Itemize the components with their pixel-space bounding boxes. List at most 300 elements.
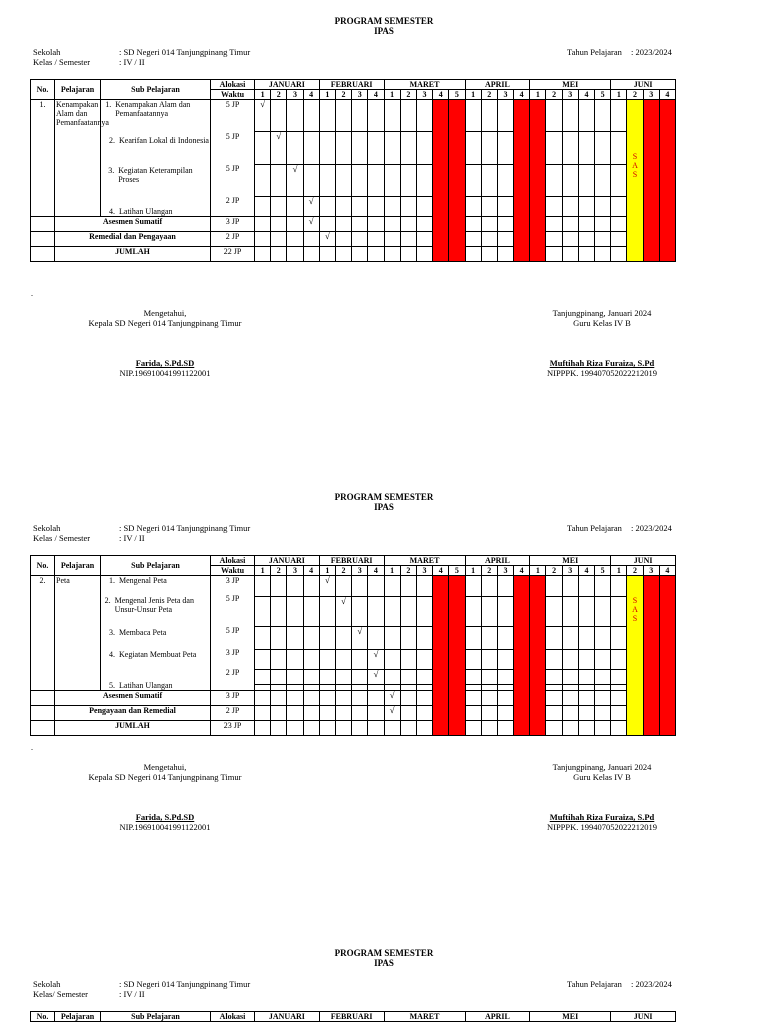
- week-number: 2: [546, 566, 562, 576]
- schedule-cell: [562, 596, 578, 627]
- doc-subject: IPAS: [374, 958, 394, 968]
- holiday-cell: [643, 576, 659, 736]
- schedule-cell: [595, 691, 611, 706]
- holiday-cell: [433, 100, 449, 262]
- schedule-cell: [287, 627, 303, 650]
- remedial-row: [31, 706, 676, 721]
- schedule-cell: [416, 721, 432, 736]
- doc-title: PROGRAM SEMESTER: [334, 492, 434, 502]
- schedule-cell: [368, 132, 384, 164]
- schedule-cell: [465, 217, 481, 232]
- schedule-cell: [303, 217, 319, 232]
- schedule-cell: [465, 164, 481, 196]
- sig-left-line2: Kepala SD Negeri 014 Tanjungpinang Timur: [88, 318, 242, 328]
- week-number: 4: [433, 90, 449, 100]
- schedule-cell: [400, 627, 416, 650]
- schedule-cell: [271, 576, 287, 597]
- month-header: JUNI: [611, 556, 676, 566]
- schedule-cell: [562, 164, 578, 196]
- schedule-cell: [611, 706, 627, 721]
- schedule-cell: [287, 596, 303, 627]
- row-pelajaran: Kenampakan Alam dan Pemanfaatannya: [55, 100, 101, 217]
- schedule-cell: [335, 670, 351, 684]
- week-number: 3: [416, 90, 432, 100]
- school-value: : SD Negeri 014 Tanjungpinang Timur: [119, 47, 251, 57]
- week-number: 2: [546, 90, 562, 100]
- col-pelajaran: Pelajaran: [55, 80, 101, 100]
- sig-right-nip: NIPPPK. 199407052022212019: [546, 368, 658, 378]
- schedule-cell: [400, 132, 416, 164]
- schedule-cell: [368, 649, 384, 670]
- schedule-cell: [303, 596, 319, 627]
- sas-letter: S: [632, 152, 638, 161]
- week-number: 2: [627, 566, 643, 576]
- col-alokasi: Alokasi: [211, 1012, 255, 1022]
- schedule-cell: [384, 649, 400, 670]
- sub-num: 1.: [105, 100, 112, 109]
- schedule-cell: [384, 627, 400, 650]
- year-info: [567, 47, 672, 57]
- check-mark: √: [341, 595, 346, 606]
- col-pelajaran: Pelajaran: [55, 556, 101, 576]
- schedule-cell: [578, 627, 594, 650]
- schedule-cell: [271, 196, 287, 216]
- sig-right-name: Muftihah Riza Furaiza, S.Pd: [549, 358, 655, 368]
- sas-letter: S: [632, 596, 638, 605]
- sub-num: 2.: [104, 596, 111, 605]
- period-mark: .: [31, 289, 33, 298]
- col-pelajaran: Pelajaran: [55, 1012, 101, 1022]
- schedule-cell: [546, 670, 562, 684]
- schedule-cell: [578, 100, 594, 132]
- sub-list: [101, 100, 211, 217]
- school-value: : SD Negeri 014 Tanjungpinang Timur: [119, 523, 251, 533]
- schedule-cell: [287, 247, 303, 262]
- week-number: 4: [303, 90, 319, 100]
- month-header: FEBRUARI: [319, 80, 384, 90]
- schedule-cell: [335, 627, 351, 650]
- schedule-cell: [335, 100, 351, 132]
- schedule-cell: [416, 576, 432, 597]
- schedule-cell: [465, 649, 481, 670]
- schedule-cell: [611, 164, 627, 196]
- schedule-cell: [303, 627, 319, 650]
- check-mark: √: [260, 99, 266, 109]
- schedule-cell: [352, 217, 368, 232]
- col-sub: Sub Pelajaran: [101, 80, 211, 100]
- schedule-cell: [255, 196, 271, 216]
- blank-cell: [31, 721, 55, 736]
- jumlah-label: JUMLAH: [55, 721, 211, 736]
- schedule-cell: [546, 100, 562, 132]
- week-number: 3: [643, 566, 659, 576]
- schedule-cell: [319, 627, 335, 650]
- doc-title: PROGRAM SEMESTER: [334, 16, 434, 26]
- sig-left-name: Farida, S.Pd.SD: [135, 358, 195, 368]
- month-header: JUNI: [611, 80, 676, 90]
- check-mark: √: [308, 195, 314, 206]
- holiday-cell: [433, 576, 449, 736]
- schedule-cell: [303, 232, 319, 247]
- schedule-cell: [287, 196, 303, 216]
- schedule-cell: [611, 247, 627, 262]
- sas-letter: A: [632, 161, 638, 170]
- schedule-table-1: [30, 79, 676, 262]
- schedule-cell: [335, 691, 351, 706]
- week-number: 5: [595, 566, 611, 576]
- schedule-cell: [465, 576, 481, 597]
- schedule-cell: [335, 247, 351, 262]
- check-mark: √: [373, 648, 379, 659]
- check-mark: √: [308, 216, 314, 226]
- table-row: [31, 576, 676, 597]
- schedule-cell: [611, 196, 627, 216]
- check-mark: √: [373, 669, 379, 680]
- schedule-cell: [595, 132, 611, 164]
- week-number: 1: [255, 566, 271, 576]
- month-header: JUNI: [611, 1012, 676, 1022]
- schedule-cell: [497, 247, 513, 262]
- schedule-cell: [546, 217, 562, 232]
- schedule-cell: [352, 132, 368, 164]
- jumlah-row: [31, 247, 676, 262]
- year-info: [567, 979, 672, 989]
- week-number: 3: [287, 90, 303, 100]
- col-alokasi: Alokasi: [211, 556, 255, 566]
- schedule-cell: [287, 721, 303, 736]
- row-no: 1.: [31, 100, 55, 217]
- asesmen-jp: 3 JP: [211, 691, 255, 706]
- schedule-cell: [465, 196, 481, 216]
- sub-text: Kegiatan Keterampilan Proses: [118, 166, 193, 184]
- schedule-cell: [562, 196, 578, 216]
- week-number: 2: [271, 566, 287, 576]
- week-number: 3: [497, 90, 513, 100]
- schedule-cell: [416, 100, 432, 132]
- schedule-cell: [287, 670, 303, 684]
- period-mark: .: [31, 743, 33, 752]
- week-number: 2: [400, 566, 416, 576]
- schedule-cell: [595, 596, 611, 627]
- col-alokasi: Alokasi: [211, 80, 255, 90]
- schedule-cell: [352, 649, 368, 670]
- schedule-cell: [400, 232, 416, 247]
- schedule-cell: [368, 247, 384, 262]
- schedule-cell: [578, 721, 594, 736]
- signature-right: [520, 308, 684, 378]
- schedule-cell: [562, 232, 578, 247]
- holiday-cell: [449, 100, 465, 262]
- schedule-cell: [352, 196, 368, 216]
- schedule-cell: [271, 649, 287, 670]
- schedule-cell: [497, 721, 513, 736]
- schedule-cell: [271, 596, 287, 627]
- week-number: 4: [659, 90, 675, 100]
- schedule-cell: [319, 164, 335, 196]
- schedule-cell: [611, 596, 627, 627]
- month-header: FEBRUARI: [319, 556, 384, 566]
- schedule-cell: [465, 627, 481, 650]
- schedule-cell: [384, 132, 400, 164]
- sub-num: 3.: [109, 628, 115, 637]
- schedule-cell: [481, 132, 497, 164]
- schedule-cell: [384, 706, 400, 721]
- sas-letter: S: [632, 170, 638, 179]
- jumlah-jp: 22 JP: [211, 247, 255, 262]
- week-number: 4: [659, 566, 675, 576]
- schedule-cell: [368, 596, 384, 627]
- schedule-cell: [271, 670, 287, 684]
- schedule-cell: [368, 164, 384, 196]
- schedule-cell: [611, 232, 627, 247]
- holiday-cell: [514, 576, 530, 736]
- sub-num: 4.: [109, 207, 115, 216]
- schedule-cell: [384, 164, 400, 196]
- schedule-cell: [368, 670, 384, 684]
- schedule-cell: [546, 132, 562, 164]
- schedule-cell: [595, 627, 611, 650]
- check-mark: √: [324, 231, 330, 241]
- schedule-cell: [562, 576, 578, 597]
- month-header: MARET: [384, 80, 465, 90]
- schedule-cell: [400, 196, 416, 216]
- schedule-cell: [335, 596, 351, 627]
- jumlah-label: JUMLAH: [55, 247, 211, 262]
- schedule-cell: [481, 627, 497, 650]
- schedule-cell: [595, 196, 611, 216]
- schedule-cell: [611, 691, 627, 706]
- month-header: APRIL: [465, 80, 530, 90]
- schedule-cell: [319, 247, 335, 262]
- year-label: Tahun Pelajaran: [567, 523, 622, 533]
- schedule-cell: [271, 217, 287, 232]
- schedule-cell: [352, 627, 368, 650]
- week-number: 1: [384, 566, 400, 576]
- month-header: MEI: [530, 80, 611, 90]
- schedule-cell: [400, 247, 416, 262]
- schedule-cell: [368, 100, 384, 132]
- holiday-cell: [643, 100, 659, 262]
- month-header: MARET: [384, 556, 465, 566]
- sig-left-line1: Mengetahui,: [143, 308, 187, 318]
- sig-left-line1: Mengetahui,: [143, 762, 187, 772]
- schedule-cell: [287, 100, 303, 132]
- schedule-cell: [497, 196, 513, 216]
- schedule-cell: [303, 649, 319, 670]
- week-number: 1: [255, 90, 271, 100]
- schedule-cell: [255, 100, 271, 132]
- schedule-cell: [416, 627, 432, 650]
- week-number: 1: [319, 566, 335, 576]
- week-number: 3: [352, 90, 368, 100]
- schedule-cell: [303, 164, 319, 196]
- jp-value: 2 JP: [225, 668, 240, 677]
- blank-cell: [31, 217, 55, 232]
- schedule-cell: [481, 596, 497, 627]
- schedule-cell: [481, 691, 497, 706]
- schedule-cell: [271, 721, 287, 736]
- schedule-cell: [481, 576, 497, 597]
- schedule-cell: [319, 217, 335, 232]
- class-label: Kelas/ Semester: [33, 989, 88, 999]
- schedule-cell: [352, 576, 368, 597]
- holiday-cell: [530, 576, 546, 736]
- schedule-cell: [546, 576, 562, 597]
- schedule-cell: [497, 217, 513, 232]
- jp-value: 3 JP: [225, 648, 240, 657]
- class-value: : IV / II: [119, 533, 145, 543]
- schedule-cell: [319, 596, 335, 627]
- schedule-cell: [465, 100, 481, 132]
- schedule-cell: [400, 670, 416, 684]
- schedule-table-2: [30, 555, 676, 736]
- week-number: 3: [562, 566, 578, 576]
- schedule-cell: [335, 721, 351, 736]
- week-number: 5: [449, 566, 465, 576]
- month-header: MARET: [384, 1012, 465, 1022]
- schedule-cell: [481, 100, 497, 132]
- month-header: APRIL: [465, 556, 530, 566]
- schedule-cell: [416, 596, 432, 627]
- week-number: 1: [465, 566, 481, 576]
- schedule-cell: [481, 670, 497, 684]
- year-label: Tahun Pelajaran: [567, 979, 622, 989]
- school-info: [33, 47, 250, 67]
- school-label: Sekolah: [33, 523, 61, 533]
- school-label: Sekolah: [33, 47, 61, 57]
- col-waktu: Waktu: [211, 90, 255, 100]
- schedule-cell: [400, 596, 416, 627]
- schedule-cell: [335, 217, 351, 232]
- week-number: 1: [611, 566, 627, 576]
- schedule-cell: [303, 706, 319, 721]
- schedule-cell: [271, 691, 287, 706]
- schedule-cell: [255, 217, 271, 232]
- jp-value: 5 JP: [225, 100, 240, 109]
- schedule-cell: [335, 196, 351, 216]
- schedule-cell: [595, 706, 611, 721]
- schedule-cell: [595, 164, 611, 196]
- schedule-cell: [255, 721, 271, 736]
- schedule-cell: [611, 627, 627, 650]
- schedule-cell: [271, 706, 287, 721]
- schedule-cell: [384, 196, 400, 216]
- schedule-cell: [578, 232, 594, 247]
- schedule-cell: [611, 649, 627, 670]
- jumlah-jp: 23 JP: [211, 721, 255, 736]
- class-label: Kelas / Semester: [33, 533, 91, 543]
- jp-value: 5 JP: [225, 594, 240, 603]
- schedule-cell: [287, 164, 303, 196]
- schedule-cell: [384, 576, 400, 597]
- schedule-cell: [271, 164, 287, 196]
- sub-num: 4.: [109, 650, 115, 659]
- remedial-row: [31, 232, 676, 247]
- schedule-cell: [368, 196, 384, 216]
- sub-text: Mengenal Peta: [119, 576, 167, 585]
- schedule-cell: [595, 670, 611, 684]
- school-info: [33, 523, 250, 543]
- sub-text: Latihan Ulangan: [119, 207, 173, 216]
- schedule-cell: [416, 649, 432, 670]
- schedule-cell: [271, 627, 287, 650]
- schedule-cell: [497, 100, 513, 132]
- blank-cell: [31, 247, 55, 262]
- schedule-cell: [481, 721, 497, 736]
- schedule-cell: [497, 232, 513, 247]
- schedule-cell: [287, 649, 303, 670]
- schedule-cell: [465, 706, 481, 721]
- schedule-cell: [335, 576, 351, 597]
- schedule-cell: [546, 232, 562, 247]
- schedule-cell: [578, 217, 594, 232]
- schedule-cell: [255, 576, 271, 597]
- schedule-cell: [400, 691, 416, 706]
- col-no: No.: [31, 556, 55, 576]
- week-number: 3: [352, 566, 368, 576]
- jp-value: 5 JP: [225, 164, 240, 173]
- holiday-cell: [659, 100, 675, 262]
- schedule-cell: [352, 247, 368, 262]
- schedule-cell: [546, 627, 562, 650]
- week-number: 2: [481, 566, 497, 576]
- signature-left: [60, 308, 270, 378]
- schedule-cell: [319, 706, 335, 721]
- sub-num: 5.: [109, 681, 115, 690]
- schedule-cell: [416, 670, 432, 684]
- asesmen-label: Asesmen Sumatif: [55, 217, 211, 232]
- week-number: 2: [400, 90, 416, 100]
- schedule-cell: [562, 217, 578, 232]
- schedule-cell: [319, 576, 335, 597]
- asesmen-label: Asesmen Sumatif: [55, 691, 211, 706]
- schedule-cell: [368, 232, 384, 247]
- asesmen-row: [31, 217, 676, 232]
- schedule-cell: [578, 196, 594, 216]
- week-number: 1: [530, 566, 546, 576]
- schedule-cell: [287, 576, 303, 597]
- schedule-cell: [319, 196, 335, 216]
- check-mark: √: [389, 690, 395, 700]
- holiday-cell: [659, 576, 675, 736]
- class-value: : IV / II: [119, 57, 145, 67]
- schedule-cell: [497, 596, 513, 627]
- schedule-cell: [368, 217, 384, 232]
- schedule-cell: [255, 132, 271, 164]
- sig-right-line2: Guru Kelas IV B: [573, 318, 631, 328]
- schedule-cell: [368, 691, 384, 706]
- schedule-cell: [481, 164, 497, 196]
- week-number: 2: [481, 90, 497, 100]
- schedule-cell: [595, 721, 611, 736]
- school-value: : SD Negeri 014 Tanjungpinang Timur: [119, 979, 251, 989]
- schedule-cell: [303, 670, 319, 684]
- week-number: 3: [416, 566, 432, 576]
- remedial-jp: 2 JP: [211, 232, 255, 247]
- schedule-cell: [497, 691, 513, 706]
- schedule-cell: [562, 649, 578, 670]
- schedule-cell: [400, 649, 416, 670]
- sas-cell: [627, 100, 643, 262]
- sig-left-nip: NIP.196910041991122001: [119, 368, 211, 378]
- remedial-label: Remedial dan Pengayaan: [55, 232, 211, 247]
- schedule-cell: [578, 649, 594, 670]
- schedule-cell: [546, 196, 562, 216]
- schedule-cell: [416, 232, 432, 247]
- schedule-cell: [271, 247, 287, 262]
- schedule-cell: [319, 721, 335, 736]
- schedule-cell: [562, 670, 578, 684]
